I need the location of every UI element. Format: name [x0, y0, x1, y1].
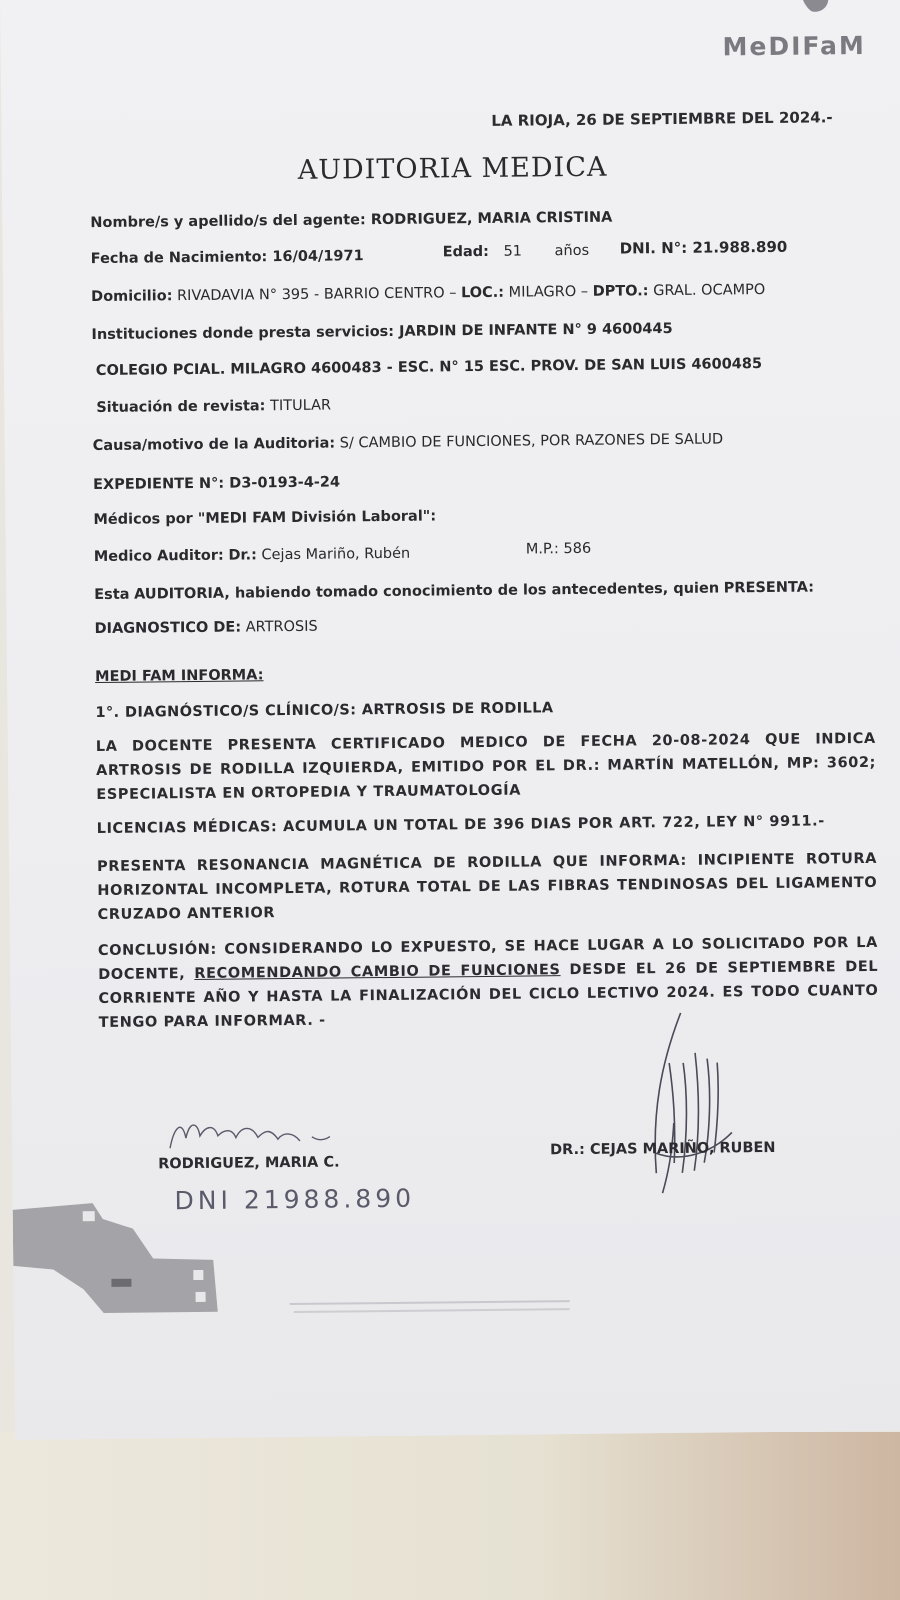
field-instituciones	[91, 321, 672, 343]
presenta-bold-1: AUDITORIA	[134, 585, 225, 603]
field-dni	[620, 238, 788, 258]
nacimiento-value: 16/04/1971	[272, 248, 364, 266]
nacimiento-label: Fecha de Nacimiento:	[90, 249, 268, 268]
footer-faint-text	[290, 1296, 580, 1321]
nombre-label: Nombre/s y apellido/s del agente:	[90, 212, 366, 232]
stamp-artifact	[12, 1188, 223, 1320]
right-handwritten-signature	[621, 1002, 783, 1204]
mp-label: M.P.:	[525, 541, 559, 558]
presenta-text-2: , habiendo tomado conocimiento de los antecedentes, quien	[224, 580, 720, 602]
loc-value: MILAGRO –	[508, 283, 589, 301]
informe-heading: MEDI FAM INFORMA:	[95, 667, 264, 686]
dni-label: DNI. N°:	[619, 238, 688, 258]
situacion-value: TITULAR	[269, 397, 332, 415]
loc-label: LOC.:	[460, 284, 505, 302]
domicilio-label: Domicilio:	[91, 288, 173, 306]
logo-wordmark: MeDIFaM	[722, 30, 866, 62]
field-nombre	[90, 210, 612, 231]
presenta-text-1: Esta	[94, 586, 130, 604]
causa-value: S/ CAMBIO DE FUNCIONES, POR RAZONES DE SALUD	[339, 431, 724, 452]
field-mp	[526, 541, 592, 558]
left-handwritten-signature	[162, 1106, 343, 1158]
conclusion-text-b: DESDE EL 26 DE SEPTIEMBRE DEL CORRIENTE AÑO Y HASTA LA FINALIZACIÓN DEL CICLO LECTIVO 2024. ES TODO CUANTO TENGO PARA INFORMAR. -	[98, 958, 879, 1032]
medifam-logo	[722, 31, 872, 62]
domicilio-value: RIVADAVIA N° 395 - BARRIO CENTRO –	[176, 285, 457, 305]
instituciones-value-2: COLEGIO PCIAL. MILAGRO 4600483 - ESC. N° 15 ESC. PROV. DE SAN LUIS 4600485	[95, 356, 763, 380]
instituciones-label: Instituciones donde presta servicios:	[91, 323, 395, 344]
field-expediente	[93, 474, 340, 493]
edad-unit: años	[554, 242, 590, 260]
field-causa	[93, 431, 724, 454]
field-presenta	[94, 580, 814, 604]
document-date: LA RIOJA, 26 DE SEPTIEMBRE DEL 2024.-	[491, 108, 833, 130]
field-domicilio	[91, 282, 765, 305]
expediente-label: EXPEDIENTE N°:	[93, 475, 225, 494]
informe-paragraph-3: PRESENTA RESONANCIA MAGNÉTICA DE RODILLA QUE INFORMA: INCIPIENTE ROTURA HORIZONTAL INCOMPLETA, ROTURA TOTAL DE LAS FIBRAS TENDINOSAS DEL LIGAMENTO CRUZADO ANTERIOR	[97, 850, 878, 924]
informe-item-1: 1°. DIAGNÓSTICO/S CLÍNICO/S: ARTROSIS DE RODILLA	[95, 700, 554, 722]
nombre-value: RODRIGUEZ, MARIA CRISTINA	[370, 209, 613, 229]
document-title: AUDITORIA MEDICA	[297, 151, 608, 186]
field-diagnostico	[95, 619, 318, 637]
table-surface	[0, 1432, 900, 1600]
field-edad	[443, 243, 590, 261]
logo-leaf-icon	[798, 0, 838, 32]
causa-label: Causa/motivo de la Auditoria:	[92, 435, 336, 455]
informe-paragraph-2: LICENCIAS MÉDICAS: ACUMULA UN TOTAL DE 396 DIAS POR ART. 722, LEY N° 9911.-	[96, 813, 825, 838]
diagnostico-label: DIAGNOSTICO DE:	[94, 619, 242, 638]
auditor-label: Medico Auditor:	[93, 547, 224, 566]
field-medicos: Médicos por "MEDI FAM División Laboral":	[93, 508, 437, 529]
conclusion-text-a: CONCLUSIÓN: CONSIDERANDO LO EXPUESTO, SE HACE LUGAR A LO SOLICITADO POR LA DOCENTE,	[97, 934, 879, 984]
expediente-value: D3-0193-4-24	[229, 474, 341, 492]
field-nacimiento	[91, 248, 364, 267]
dpto-value: GRAL. OCAMPO	[653, 282, 766, 300]
field-situacion	[96, 398, 331, 416]
diagnostico-value: ARTROSIS	[245, 618, 318, 636]
mp-value: 586	[563, 540, 592, 558]
auditor-dr: Dr.:	[228, 547, 257, 564]
left-signature-name: RODRIGUEZ, MARIA C.	[158, 1154, 340, 1173]
edad-value: 51	[503, 243, 523, 260]
auditor-value: Cejas Mariño, Rubén	[261, 545, 411, 564]
dni-value: 21.988.890	[692, 237, 788, 257]
presenta-bold-2: PRESENTA:	[723, 579, 815, 597]
edad-label: Edad:	[442, 243, 489, 261]
dpto-label: DPTO.:	[592, 283, 649, 300]
informe-paragraph-1: LA DOCENTE PRESENTA CERTIFICADO MEDICO DE FECHA 20-08-2024 QUE INDICA ARTROSIS DE RODILLA IZQUIERDA, EMITIDO POR EL DR.: MARTÍN MATELLÓN, MP: 3602; ESPECIALISTA EN ORTOPEDIA Y TRAUMATOLOGÍA	[95, 730, 877, 804]
left-handwritten-dni: DNI 21988.890	[174, 1183, 416, 1216]
conclusion-underlined: RECOMENDANDO CAMBIO DE FUNCIONES	[194, 962, 561, 983]
instituciones-value-1: JARDIN DE INFANTE N° 9 4600445	[399, 320, 673, 340]
field-auditor	[94, 546, 410, 565]
situacion-label: Situación de revista:	[96, 398, 266, 417]
right-signature-name: DR.: CEJAS MARIÑO, RUBEN	[549, 1139, 776, 1159]
